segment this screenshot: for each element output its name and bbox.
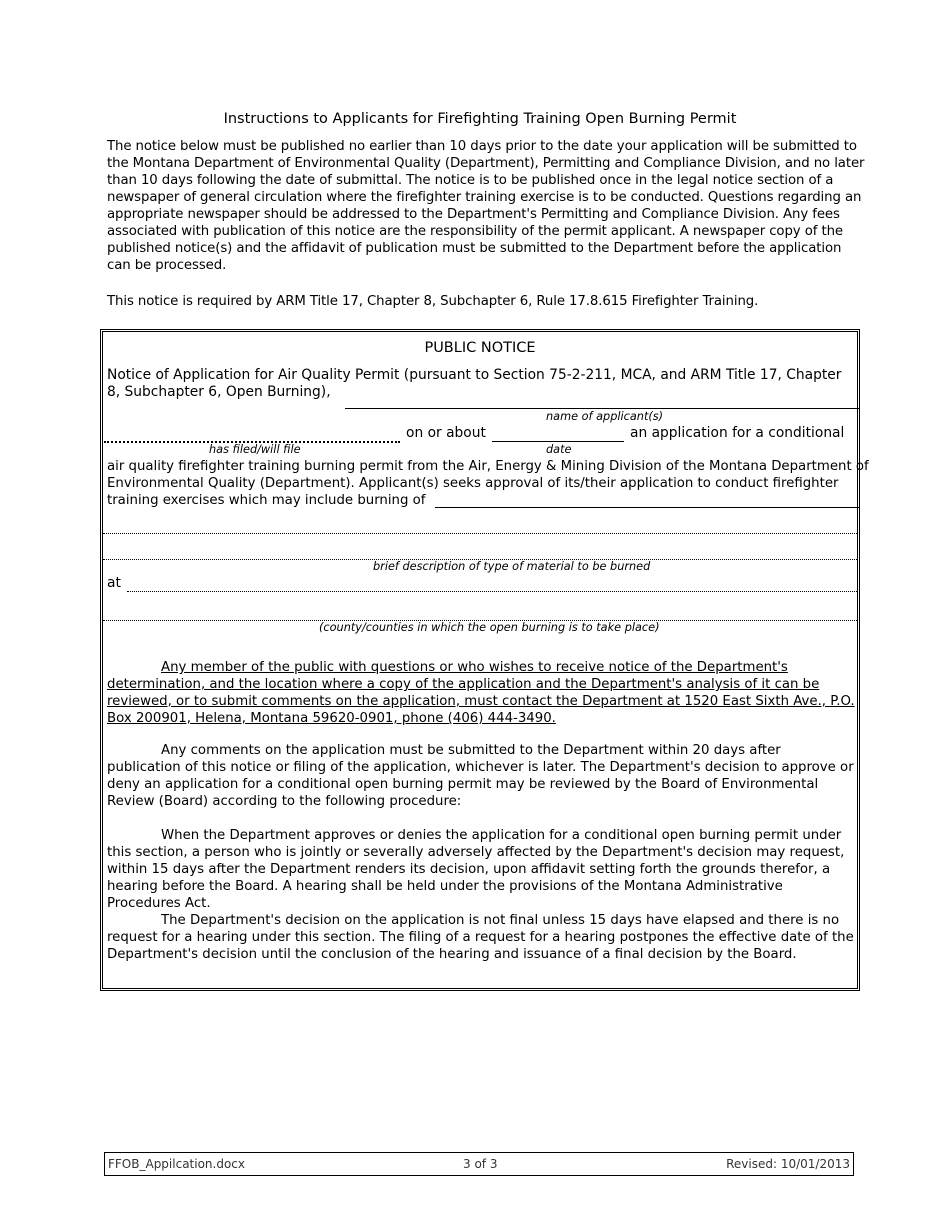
notice-line-2: 8, Subchapter 6, Open Burning),: [107, 384, 331, 400]
requirement-statement: This notice is required by ARM Title 17, Chapter 8, Subchapter 6, Rule 17.8.615 Firefighter Training.: [107, 294, 759, 309]
on-or-about-label: on or about: [406, 425, 486, 441]
final-decision-paragraph: The Department's decision on the application is not final unless 15 days have elapsed and there is no request for a hearing under this section. The filing of a request for a hearing postpones the effective date of the Department's decision until the conclusion of the hearing and issuance of a final decision by the Board.: [107, 913, 854, 962]
hint-county: (county/counties in which the open burning is to take place): [319, 621, 660, 634]
hint-date: date: [546, 443, 572, 456]
footer-filename: FFOB_Appilcation.docx: [108, 1157, 246, 1171]
application-for-label: an application for a conditional: [630, 425, 845, 441]
applicant-name-field[interactable]: [345, 408, 859, 409]
page-title: Instructions to Applicants for Firefighting Training Open Burning Permit: [223, 111, 737, 127]
notice-line-1: Notice of Application for Air Quality Permit (pursuant to Section 75-2-211, MCA, and ARM Title 17, Chapter: [107, 367, 842, 383]
notice-line-5: Environmental Quality (Department). Applicant(s) seeks approval of its/their application to conduct firefighter: [107, 476, 839, 491]
instructions-section: [107, 138, 867, 310]
footer-page-number: 3 of 3: [463, 1157, 498, 1171]
contact-paragraph: Any member of the public with questions or who wishes to receive notice of the Department's determination, and the location where a copy of the application and the Department's analysis of it can be reviewed, or to submit comments on the application, must contact the Department at 1520 East Sixth Ave., P.O. Box 200901, Helena, Montana 59620-0901, phone (406) 444-3490.: [107, 660, 855, 726]
notice-line-4: air quality firefighter training burning permit from the Air, Energy & Mining Division of the Montana Department of: [107, 459, 869, 474]
hint-applicant: name of applicant(s): [546, 410, 664, 423]
footer-revised-date: Revised: 10/01/2013: [726, 1157, 850, 1171]
hint-material: brief description of type of material to be burned: [373, 560, 651, 573]
location-field[interactable]: [127, 591, 857, 592]
material-field-line-2[interactable]: [103, 533, 857, 534]
instructions-paragraph: The notice below must be published no earlier than 10 days prior to the date your application will be submitted to the Montana Department of Environmental Quality (Department), Permitting and Compliance Division, and no later than 10 days following the date of submittal. The notice is to be published once in the legal notice section of a newspaper of general circulation where the firefighter training exercise is to be conducted. Questions regarding an appropriate newspaper should be addressed to the Department's Permitting and Compliance Division. Any fees associated with publication of this notice are the responsibility of the permit applicant. A newspaper copy of the published notice(s) and the affidavit of publication must be submitted to the Department before the application can be processed.: [107, 139, 865, 273]
material-field[interactable]: [435, 507, 859, 508]
notice-line-6: training exercises which may include burning of: [107, 493, 426, 508]
page-footer: [104, 1152, 854, 1176]
hint-filed: has filed/will file: [209, 443, 301, 456]
at-label: at: [107, 575, 121, 591]
date-field[interactable]: [492, 441, 624, 442]
comments-paragraph: Any comments on the application must be submitted to the Department within 20 days after publication of this notice or filing of the application, whichever is later. The Department's decision to approve or deny an application for a conditional open burning permit may be reviewed by the Board of Environmental Review (Board) according to the following procedure:: [107, 743, 854, 809]
notice-title: PUBLIC NOTICE: [424, 340, 536, 356]
hearing-paragraph: When the Department approves or denies the application for a conditional open burning permit under this section, a person who is jointly or severally adversely affected by the Department's decision may request, within 15 days after the Department renders its decision, upon affidavit setting forth the grounds therefor, a hearing before the Board. A hearing shall be held under the provisions of the Montana Administrative Procedures Act.: [107, 828, 845, 911]
public-notice-box: [100, 329, 869, 991]
